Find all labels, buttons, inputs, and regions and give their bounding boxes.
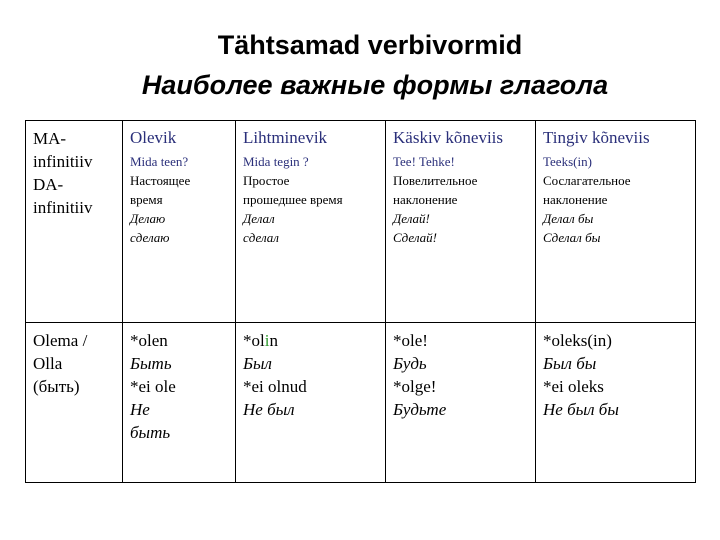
kaskiv-question: Tee! Tehke! [393,154,455,169]
lihtminevik-forms: *olin Был *ei olnud Не был [243,331,307,419]
kaskiv-name: Käskiv kõneviis [393,128,504,147]
tingiv-forms-cell [536,323,696,483]
title-russian: Наиболее важные формы глагола [141,70,609,100]
title-estonian: Tähtsamad verbivormid [217,30,523,60]
kaskiv-forms-cell [386,323,536,483]
olevik-examples: Делаю сделаю [130,211,170,245]
tingiv-examples: Делал бы Сделал бы [543,211,601,245]
tingiv-name: Tingiv kõneviis [543,128,650,147]
ma-infinitive-label: MA- infinitiiv [33,129,93,171]
kaskiv-forms: *ole! Будь *olge! Будьте [393,331,447,419]
lihtminevik-question: Mida tegin ? [243,154,309,169]
olevik-forms: *olen Быть *ei ole Не быть [130,331,176,442]
olevik-header-cell [123,121,236,323]
da-infinitive-label: DA- infinitiiv [33,175,93,217]
olevik-desc: Настоящее время [130,173,191,207]
kaskiv-examples: Делай! Сделай! [393,211,438,245]
tingiv-header-cell [536,121,696,323]
tingiv-desc: Сослагательное наклонение [543,173,631,207]
verb-label: Olema / Olla (быть) [33,331,88,396]
kaskiv-desc: Повелительное наклонение [393,173,478,207]
olevik-question: Mida teen? [130,154,189,169]
olema-row [26,323,696,483]
olevik-forms-cell [123,323,236,483]
lihtminevik-forms-cell [236,323,386,483]
verb-cell [26,323,123,483]
kaskiv-header-cell [386,121,536,323]
verb-forms-table [25,120,696,483]
olevik-name: Olevik [130,128,177,147]
lihtminevik-examples: Делал сделал [243,211,279,245]
header-row [26,121,696,323]
infinitive-header-cell [26,121,123,323]
past-marker-i: i [264,331,270,350]
tingiv-forms: *oleks(in) Был бы *ei oleks Не был бы [543,331,619,419]
lihtminevik-header-cell [236,121,386,323]
lihtminevik-desc: Простое прошедшее время [243,173,343,207]
lihtminevik-name: Lihtminevik [243,128,328,147]
tingiv-question: Teeks(in) [543,154,592,169]
